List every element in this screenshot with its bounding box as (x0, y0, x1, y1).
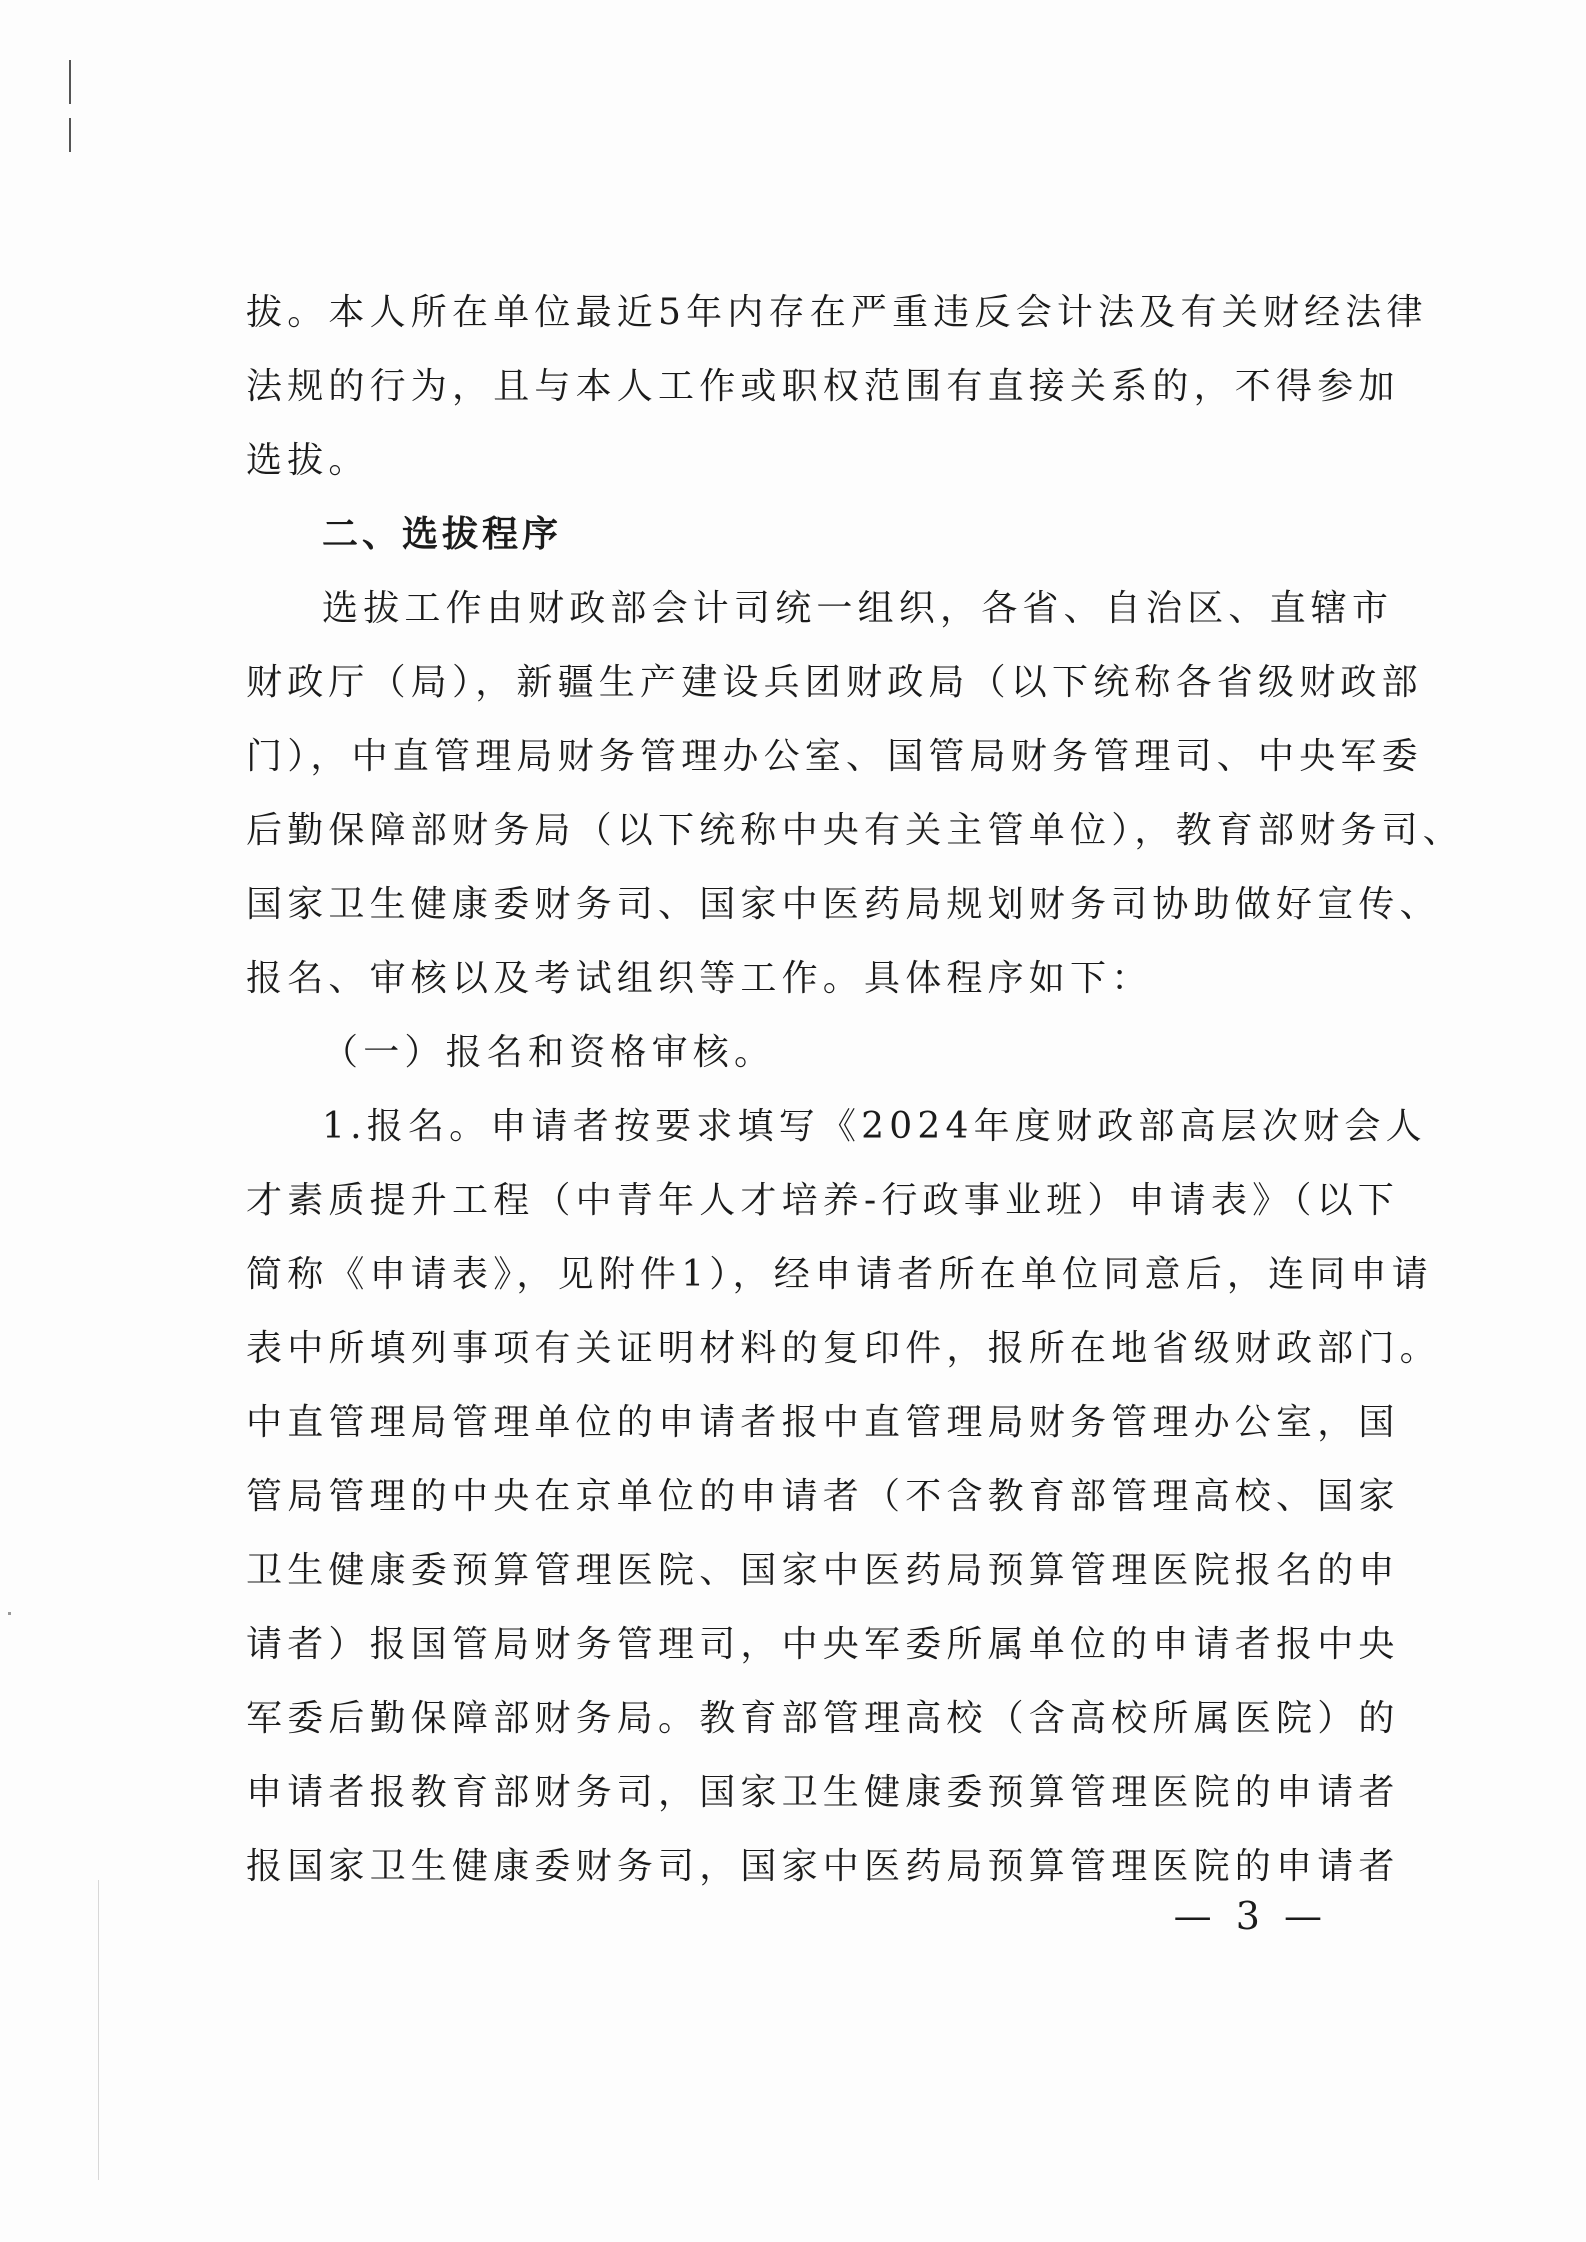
paragraph-line: 才素质提升工程（中青年人才培养-行政事业班）申请表》（以下 (246, 1180, 1399, 1221)
paragraph-line: 选拔。 (246, 440, 370, 481)
binding-mark (69, 118, 71, 152)
paragraph-line: 卫生健康委预算管理医院、国家中医药局预算管理医院报名的申 (246, 1550, 1400, 1591)
paragraph-line: 报国家卫生健康委财务司，国家中医药局预算管理医院的申请者 (246, 1846, 1400, 1887)
paragraph-line: 法规的行为，且与本人工作或职权范围有直接关系的，不得参加 (246, 366, 1400, 407)
paragraph-line: 表中所填列事项有关证明材料的复印件，报所在地省级财政部门。 (246, 1328, 1441, 1369)
paragraph-line: 管局管理的中央在京单位的申请者（不含教育部管理高校、国家 (246, 1476, 1400, 1517)
page-number: — 3 — (1173, 1894, 1328, 1938)
paragraph-line: 选拔工作由财政部会计司统一组织，各省、自治区、直辖市 (322, 588, 1394, 629)
subsection-heading: （一）报名和资格审核。 (322, 1032, 776, 1073)
paragraph-line: 军委后勤保障部财务局。教育部管理高校（含高校所属医院）的 (246, 1698, 1400, 1739)
paragraph-line: 后勤保障部财务局（以下统称中央有关主管单位），教育部财务司、 (246, 810, 1465, 851)
scan-artifact-line (98, 1880, 99, 2180)
paragraph-line: 中直管理局管理单位的申请者报中直管理局财务管理办公室，国 (246, 1402, 1400, 1443)
body-text (246, 276, 1465, 1904)
paragraph-line: 请者）报国管局财务管理司，中央军委所属单位的申请者报中央 (246, 1624, 1400, 1665)
paragraph-line: 拔。本人所在单位最近5年内存在严重违反会计法及有关财经法律 (246, 292, 1428, 333)
paragraph-line: 财政厅（局），新疆生产建设兵团财政局（以下统称各省级财政部 (246, 662, 1423, 703)
paragraph-line: 简称《申请表》，见附件1），经申请者所在单位同意后，连同申请 (246, 1254, 1433, 1295)
paragraph-line: 申请者报教育部财务司，国家卫生健康委预算管理医院的申请者 (246, 1772, 1400, 1813)
paragraph-line: 国家卫生健康委财务司、国家中医药局规划财务司协助做好宣传、 (246, 884, 1441, 925)
binding-mark (69, 60, 71, 104)
section-heading: 二、选拔程序 (322, 514, 563, 555)
paragraph-line: 报名、审核以及考试组织等工作。具体程序如下： (246, 958, 1153, 999)
paragraph-line: 门），中直管理局财务管理办公室、国管局财务管理司、中央军委 (246, 736, 1423, 777)
paragraph-line: 1.报名。申请者按要求填写《2024年度财政部高层次财会人 (322, 1106, 1427, 1147)
scan-artifact-dot (8, 1612, 11, 1615)
